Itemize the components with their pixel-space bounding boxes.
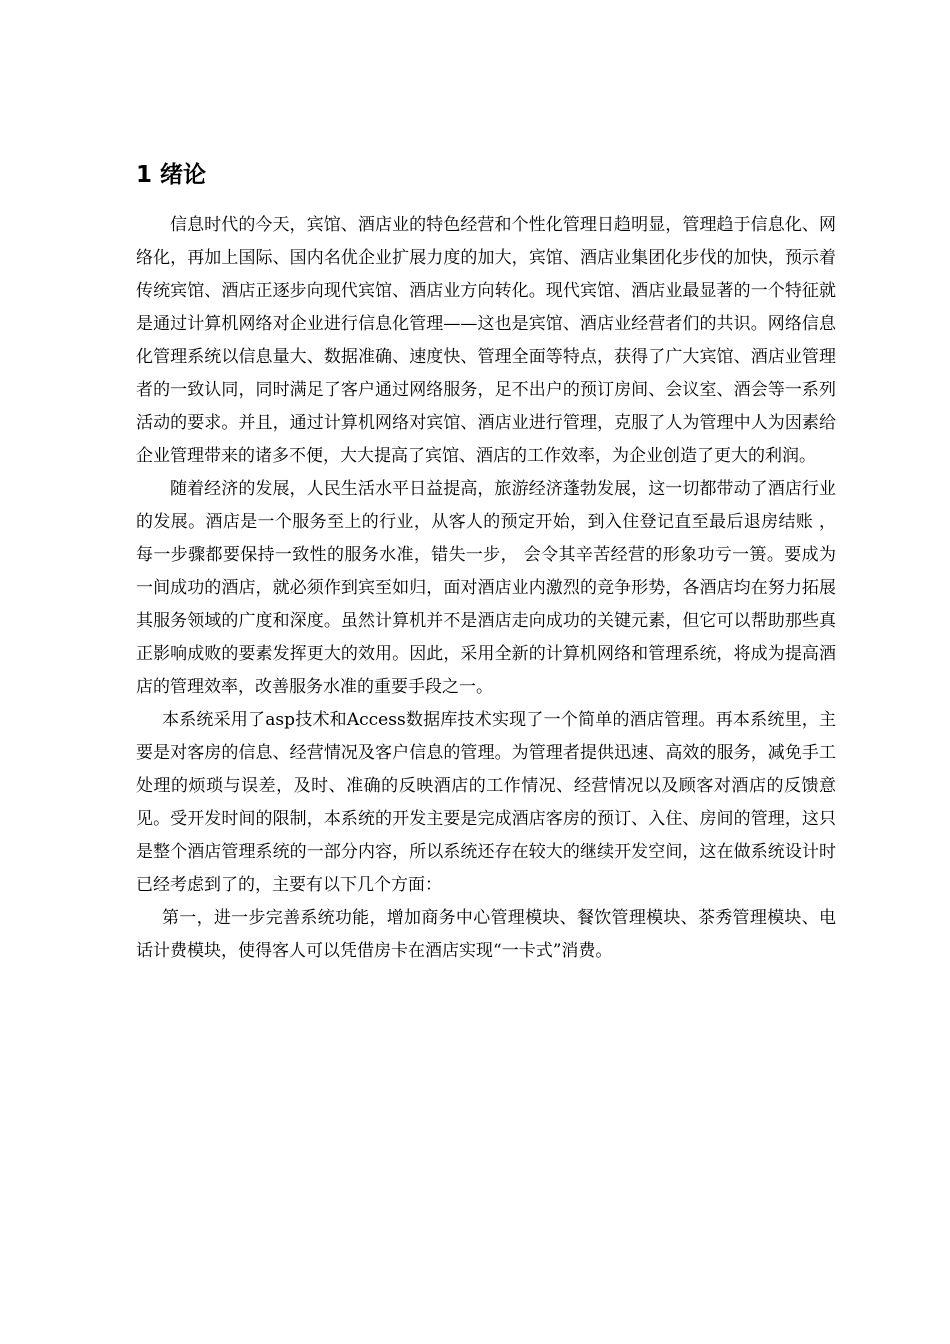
- paragraph-3: 本系统采用了asp技术和Access数据库技术实现了一个简单的酒店管理。再本系统里，主要是对客房的信息、经营情况及客户信息的管理。为管理者提供迅速、高效的服务，减免手工处理的烦琐与误差，及时、准确的反映酒店的工作情况、经营情况以及顾客对酒店的反馈意见。受开发时间的限制，本系统的开发主要是完成酒店客房的预订、入住、房间的管理，这只是整个酒店管理系统的一部分内容，所以系统还存在较大的继续开发空间，这在做系统设计时已经考虑到了的，主要有以下几个方面：: [136, 710, 836, 895]
- section-heading: 1 绪论: [136, 162, 207, 188]
- document-body: [136, 209, 836, 968]
- paragraph-1: 信息时代的今天，宾馆、酒店业的特色经营和个性化管理日趋明显，管理趋于信息化、网络化，再加上国际、国内名优企业扩展力度的加大，宾馆、酒店业集团化步伐的加快，预示着传统宾馆、酒店正逐步向现代宾馆、酒店业方向转化。现代宾馆、酒店业最显著的一个特征就是通过计算机网络对企业进行信息化管理——这也是宾馆、酒店业经营者们的共识。网络信息化管理系统以信息量大、数据准确、速度快、管理全面等特点，获得了广大宾馆、酒店业管理者的一致认同，同时满足了客户通过网络服务，足不出户的预订房间、会议室、酒会等一系列活动的要求。并且，通过计算机网络对宾馆、酒店业进行管理，克服了人为管理中人为因素给企业管理带来的诸多不便，大大提高了宾馆、酒店的工作效率，为企业创造了更大的利润。: [136, 215, 836, 466]
- paragraph-4: 第一，进一步完善系统功能，增加商务中心管理模块、餐饮管理模块、茶秀管理模块、电话计费模块，使得客人可以凭借房卡在酒店实现“一卡式”消费。: [136, 908, 836, 961]
- paragraph-2: 随着经济的发展，人民生活水平日益提高，旅游经济蓬勃发展，这一切都带动了酒店行业的发展。酒店是一个服务至上的行业，从客人的预定开始，到入住登记直至最后退房结账 ，每一步骤都要保持一致性的服务水准，错失一步， 会令其辛苦经营的形象功亏一篑。要成为一间成功的酒店，就必须作到宾至如归，面对酒店业内激烈的竞争形势，各酒店均在努力拓展其服务领域的广度和深度。虽然计算机并不是酒店走向成功的关键元素，但它可以帮助那些真正影响成败的要素发挥更大的效用。因此，采用全新的计算机网络和管理系统，将成为提高酒店的管理效率，改善服务水准的重要手段之一。: [136, 479, 836, 697]
